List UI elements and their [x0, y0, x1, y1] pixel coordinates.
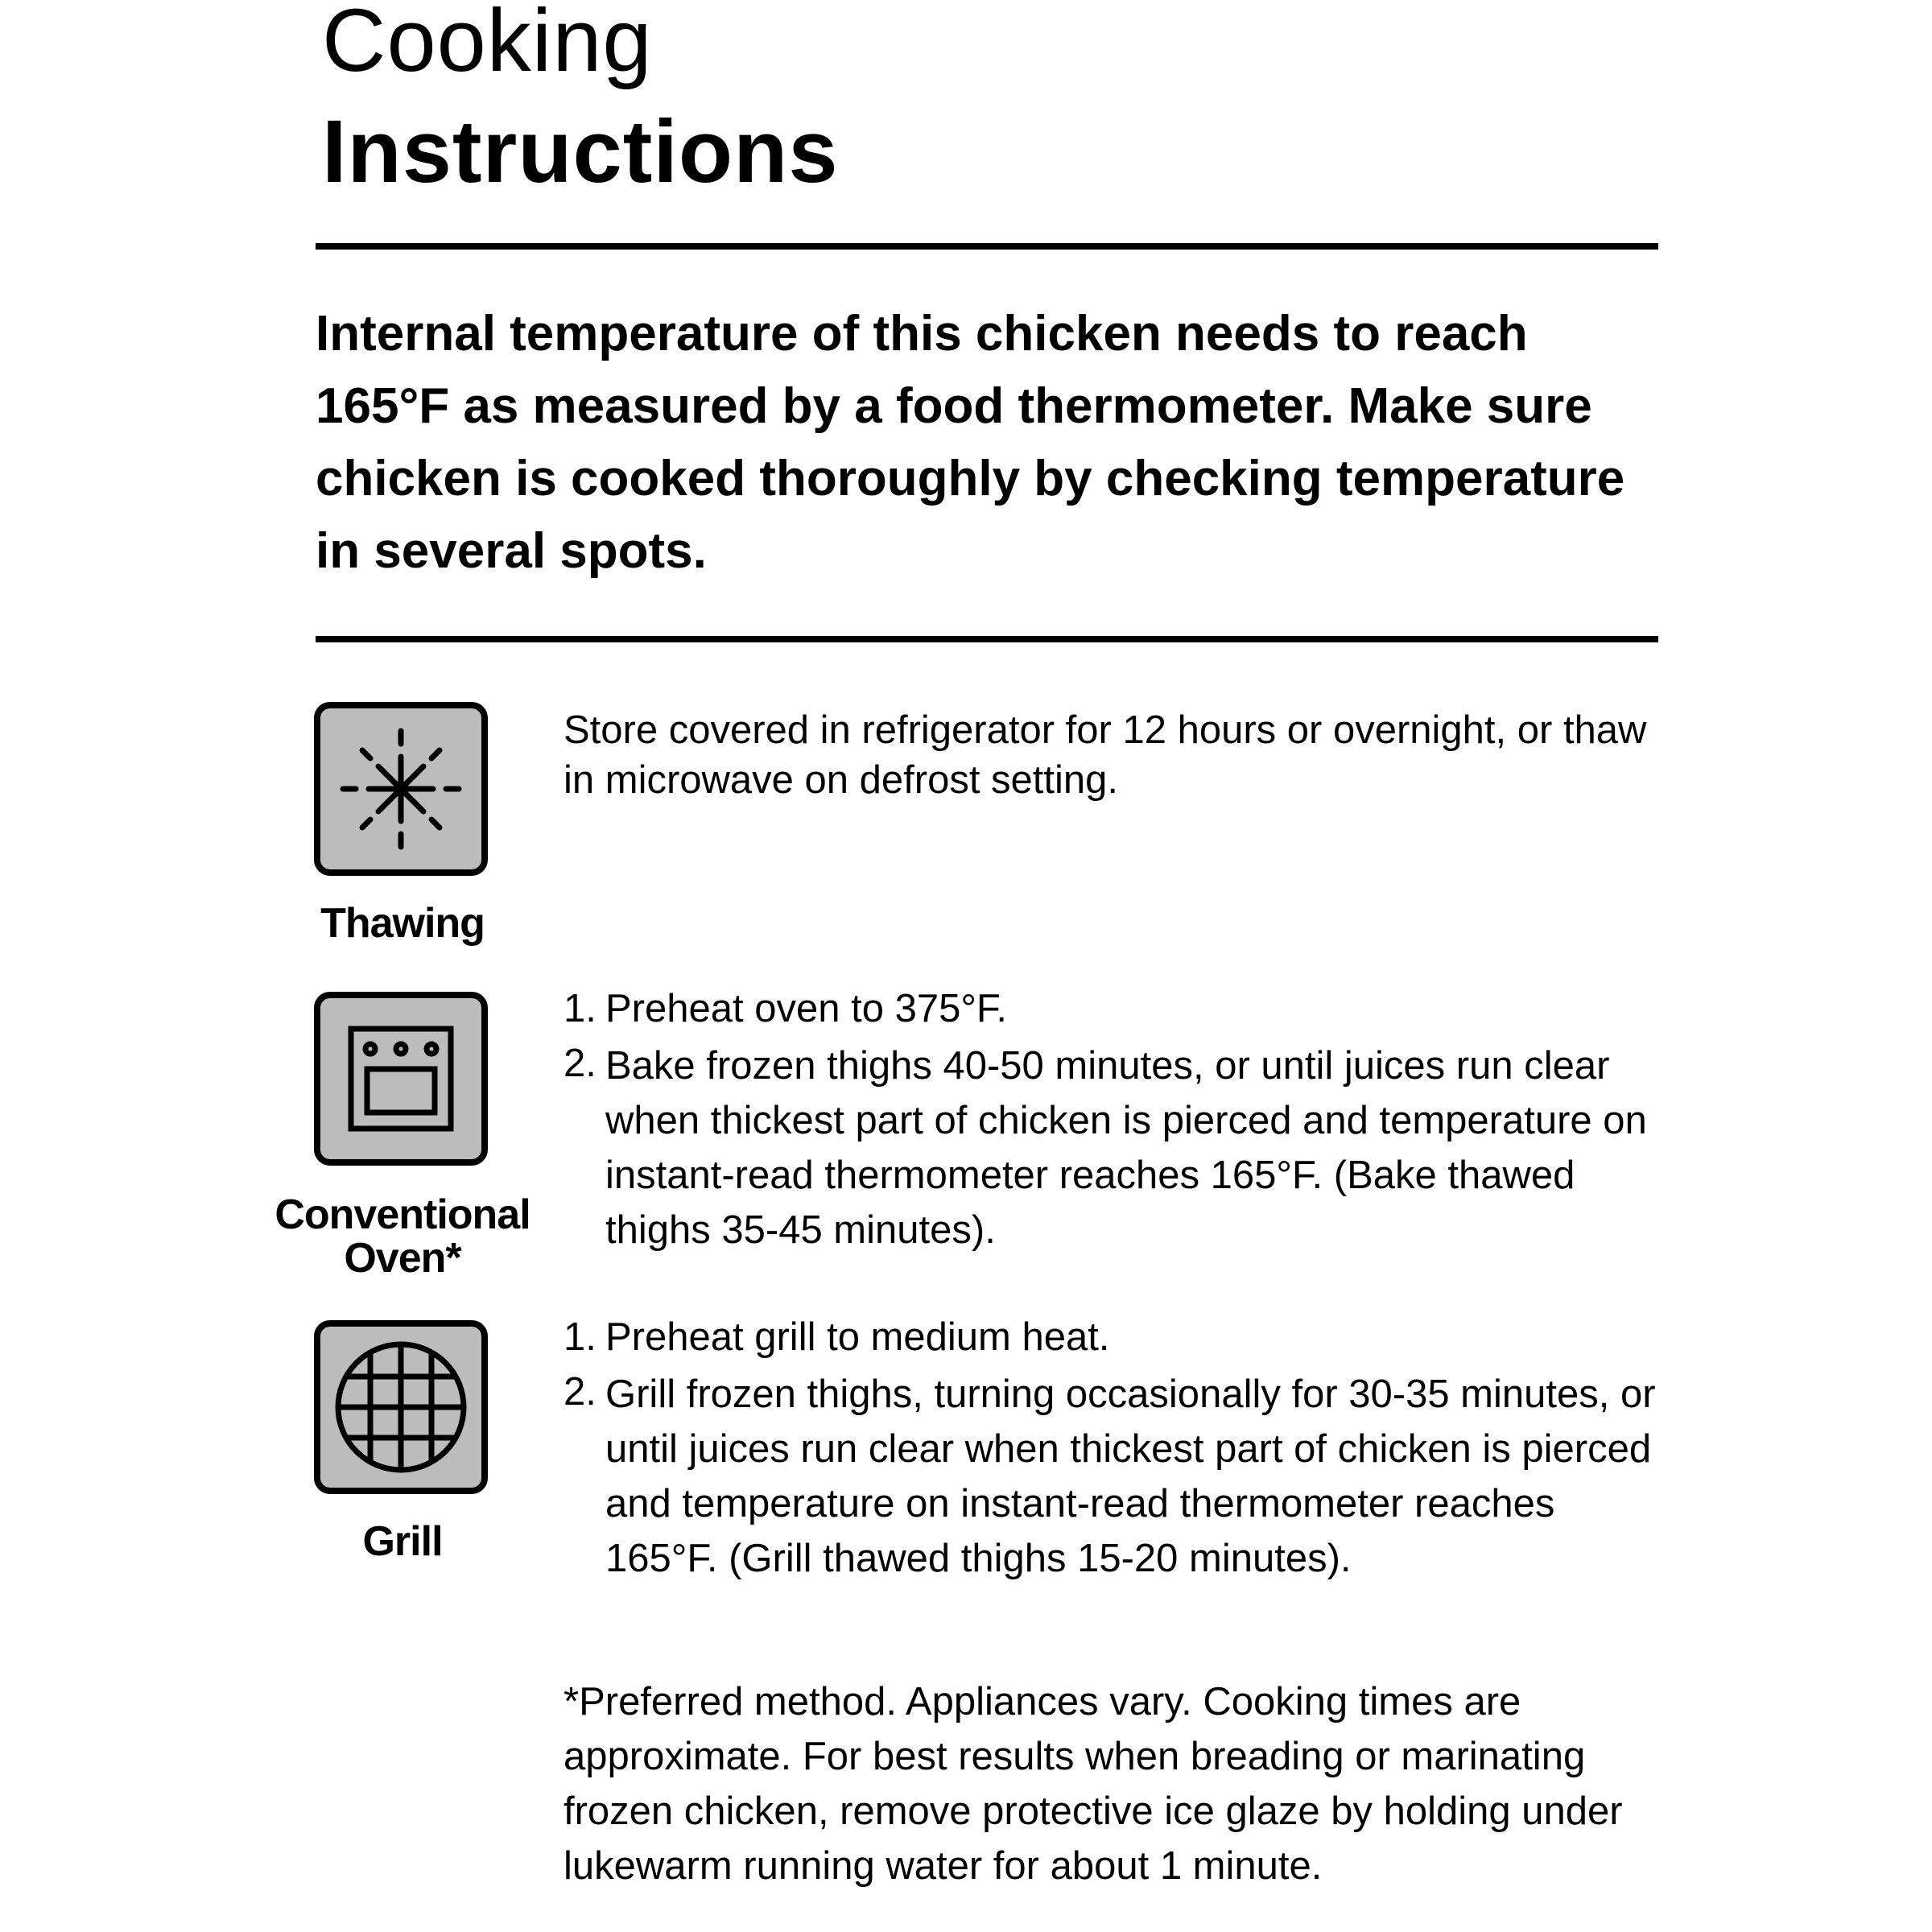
grill-step [564, 1367, 1658, 1586]
intro-paragraph: Internal temperature of this chicken needs to reach 165°F as measured by a food thermometer. Make sure chicken is cooked thoroughly by checking temperature in several spots. [316, 306, 1625, 579]
oven-icon [320, 998, 481, 1159]
page-title [322, 0, 839, 208]
grill-icon [320, 1327, 481, 1488]
thawing-text: Store covered in refrigerator for 12 hours or overnight, or thaw in microwave on defrost setting. [564, 708, 1647, 802]
oven-icon-box [314, 992, 488, 1166]
top-divider [316, 243, 1658, 250]
footnote: *Preferred method. Appliances vary. Cooking times are approximate. For best results when breading or marinating frozen chicken, remove protective ice glaze by holding under lukewarm running water for about 1 minute. [564, 1680, 1623, 1888]
grill-steps [564, 1312, 1658, 1591]
grill-step [564, 1312, 1658, 1362]
title-line-2: Instructions [322, 102, 839, 201]
oven-step-text: Bake frozen thighs 40-50 minutes, or until juices run clear when thickest part of chicken is pierced and temperature on instant-read thermometer reaches 165°F. (Bake thawed thighs 35-45 minutes). [605, 1044, 1647, 1252]
oven-step-number: 1. [564, 987, 597, 1030]
snowflake-icon [320, 708, 481, 869]
grill-label: Grill [362, 1518, 443, 1565]
bottom-divider [316, 636, 1658, 642]
title-line-1: Cooking [322, 0, 653, 90]
oven-step [564, 984, 1658, 1034]
grill-step-number: 2. [564, 1370, 597, 1414]
oven-step [564, 1038, 1658, 1257]
oven-label [258, 1193, 547, 1280]
oven-label-line-1: Conventional [275, 1191, 530, 1238]
grill-icon-box [314, 1320, 488, 1494]
grill-step-number: 1. [564, 1315, 597, 1359]
oven-step-number: 2. [564, 1042, 597, 1085]
oven-label-line-2: Oven* [344, 1235, 461, 1282]
grill-step-text: Preheat grill to medium heat. [605, 1315, 1110, 1359]
oven-steps [564, 984, 1658, 1262]
thawing-icon-box [314, 702, 488, 876]
thawing-label: Thawing [320, 900, 485, 947]
oven-step-text: Preheat oven to 375°F. [605, 987, 1008, 1030]
grill-step-text: Grill frozen thighs, turning occasionally for 30-35 minutes, or until juices run clear when thickest part of chicken is pierced and temperature on instant-read thermometer reaches 165°F. (Grill thawed thighs 15-20 minutes). [605, 1373, 1656, 1580]
